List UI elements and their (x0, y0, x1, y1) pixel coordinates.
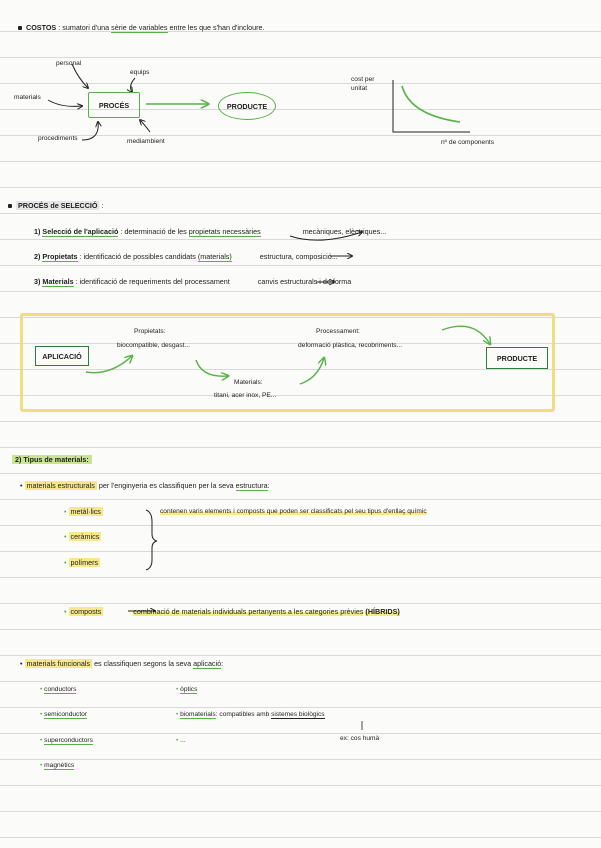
step-key: (materials) (197, 252, 232, 261)
funcional-item: • conductors (40, 686, 77, 693)
costos-text-end: entre les que s'han d'incloure. (169, 23, 265, 32)
input-equips: equips (130, 69, 150, 76)
step-num: 3) (34, 277, 41, 286)
brace-text (160, 507, 427, 516)
step-key: propietats necessàries (188, 227, 261, 236)
step-name: Selecció de l'aplicació (42, 227, 119, 236)
item-label: biomaterials (180, 711, 216, 718)
item-label: conductors (44, 686, 77, 693)
funcionals-label: materials funcionals (26, 659, 91, 668)
item-label: superconductors (44, 737, 93, 744)
process-label: PROCÉS (98, 100, 130, 110)
funcionals-key: aplicació (193, 659, 222, 668)
funcional-item: • ... (176, 737, 186, 744)
funcional-item: • òptics (176, 686, 198, 693)
step-3: 3) Materials : identificació de requeriments del processament canvis estructurals i de forma (34, 277, 352, 286)
step-1: 1) Selecció de l'aplicació : determinació de les propietats necessàries mecàniques, elèctriques... (34, 227, 387, 236)
composts-text: combinació de materials individuals pertanyents a les categories prèvies (133, 607, 364, 616)
costos-heading: COSTOS : sumatori d'una sèrie de variables entre les que s'han d'incloure. (18, 23, 265, 32)
item-label: metàl·lics (70, 507, 101, 516)
flow-end-label: PRODUCTE (496, 353, 538, 363)
tipus-title (12, 455, 92, 464)
input-personal: personal (56, 60, 82, 67)
step-result: canvis estructurals i de forma (257, 277, 352, 286)
funcionals-line: • materials funcionals es classifiquen segons la seva aplicació: (20, 659, 224, 668)
item-label: polímers (70, 558, 99, 567)
tipus-title-text: 2) Tipus de materials: (12, 455, 92, 464)
step-text: identificació de possibles candidats (83, 252, 196, 261)
flow-start-box (35, 346, 89, 366)
composts-line (64, 607, 400, 616)
flow-mat-title: Materials: (234, 379, 263, 386)
bio-key: sistemes biològics (271, 711, 325, 718)
step-name: Propietats (42, 252, 78, 261)
process-box (88, 92, 140, 118)
graph-ylabel: cost per unitat (351, 76, 375, 92)
funcional-item: • biomaterials: compatibles amb sistemes biològics (176, 711, 325, 718)
estructurals-line: • materials estructurals per l'enginyeria es classifiquen per la seva estructura: (20, 481, 270, 490)
costos-text: sumatori d'una (62, 23, 110, 32)
step-name: Materials (42, 277, 74, 286)
funcional-item: • superconductors (40, 737, 93, 744)
flow-proc-title: Processament: (316, 328, 360, 335)
estructural-item: • ceràmics (64, 532, 100, 541)
step-2: 2) Propietats : identificació de possibles candidats (materials) estructura, composició... (34, 252, 338, 261)
estructurals-text: per l'enginyeria es classifiquen per la seva (98, 481, 234, 490)
estructural-item: • polímers (64, 558, 99, 567)
flow-start-label: APLICACIÓ (42, 351, 82, 361)
funcional-item: • magnètics (40, 762, 75, 769)
costos-title: COSTOS (26, 23, 57, 32)
product-label: PRODUCTE (226, 101, 268, 111)
composts-label: composts (70, 607, 102, 616)
bullet-icon: • (20, 659, 23, 668)
bio-text: compatibles amb (219, 711, 270, 718)
input-mediambient: mediambient (127, 138, 165, 145)
item-label: semiconductor (44, 711, 88, 718)
flow-prop-text: biocompatible, desgast... (117, 342, 190, 349)
funcional-item: • semiconductor (40, 711, 88, 718)
selection-flow-box (20, 313, 555, 412)
step-result: estructura, composició... (259, 252, 338, 261)
flow-mat-text: titani, acer inox, PE... (214, 392, 277, 399)
composts-tag: (HÍBRIDS) (365, 607, 400, 616)
estructurals-key: estructura (235, 481, 268, 490)
flow-proc-text: deformació plàstica, recobriments... (298, 342, 403, 349)
estructural-item: • metàl·lics (64, 507, 101, 516)
flow-prop-title: Propietats: (134, 328, 166, 335)
input-procediments: procediments (38, 135, 78, 142)
graph-xlabel: nº de components (441, 139, 494, 146)
step-text: identificació de requeriments del processament (79, 277, 230, 286)
bio-example: ex: cos humà (340, 735, 380, 742)
flow-end-box (486, 347, 548, 369)
brace-text-content: contenen varis elements i composts que poden ser classificats pel seu tipus d'enllaç químic (160, 508, 427, 515)
step-result: mecàniques, elèctriques... (302, 227, 387, 236)
item-label: ceràmics (70, 532, 100, 541)
estructurals-label: materials estructurals (26, 481, 95, 490)
item-label: magnètics (44, 762, 75, 769)
bullet-icon (8, 204, 12, 208)
bullet-icon: • (64, 607, 67, 616)
step-text: determinació de les (124, 227, 187, 236)
item-label: ... (180, 737, 186, 744)
bullet-icon: • (20, 481, 23, 490)
item-label: òptics (180, 686, 198, 693)
costos-link: sèrie de variables (111, 23, 168, 32)
seleccio-heading: PROCÉS de SELECCIÓ : (8, 201, 103, 210)
input-materials: materials (14, 94, 41, 101)
step-num: 2) (34, 252, 41, 261)
seleccio-title: PROCÉS de SELECCIÓ (18, 201, 98, 210)
step-num: 1) (34, 227, 41, 236)
product-ellipse (218, 92, 276, 120)
funcionals-text: es classifiquen segons la seva (94, 659, 192, 668)
